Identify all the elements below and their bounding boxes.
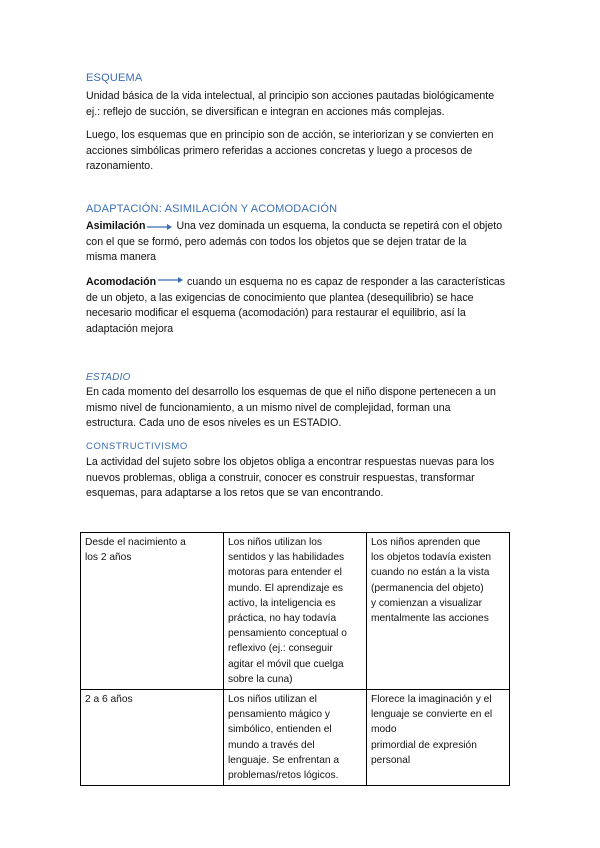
estadio-paragraph [86, 385, 518, 432]
text-line: razonamiento. [86, 160, 154, 173]
text-line [86, 219, 518, 235]
cell-text-line: personal [371, 754, 411, 766]
right-arrow-icon [146, 221, 174, 231]
right-arrow-icon [157, 277, 185, 287]
cell-text-line: Los niños utilizan los [228, 537, 323, 548]
cell-text-line: los objetos todavía existen [371, 552, 492, 564]
section-heading-estadio: ESTADIO [86, 372, 131, 383]
cell-text-line: y comienzan a visualizar [371, 597, 482, 609]
cell-text-line: Los niños aprenden que [371, 537, 481, 548]
text-line: acciones simbólicas primero referidas a acciones concretas y luego a procesos de [86, 144, 473, 157]
text-line: mismo nivel de funcionamiento, a un mismo nivel de complejidad, forman una [86, 401, 451, 414]
section-heading-adaptacion: ADAPTACIÓN: ASIMILACIÓN Y ACOMODACIÓN [86, 203, 338, 215]
cell-text-line: lenguaje se convierte en el [371, 709, 493, 721]
cell-text-line: mundo. El aprendizaje es [228, 582, 343, 594]
cell-text-line: mundo a través del [228, 739, 315, 751]
acomodacion-definition: cuando un esquema no es capaz de responder a las características [187, 276, 506, 288]
cell-text-line: modo [371, 724, 397, 736]
stages-table [80, 532, 510, 786]
cell-text-line: Desde el nacimiento a [85, 537, 186, 548]
cell-text-line: reflexivo (ej.: conseguir [228, 643, 333, 655]
cell-text-line: motoras para entender el [228, 567, 342, 579]
text-line: de un objeto, a las exigencias de conocimiento que plantea (desequilibrio) se hace [86, 291, 474, 304]
cell-text-line: sentidos y las habilidades [228, 552, 345, 564]
text-line: esquemas, para adaptarse a los retos que se van encontrando. [86, 487, 384, 500]
cell-text-line: Los niños utilizan el [228, 694, 317, 706]
text-line: En cada momento del desarrollo los esquemas de que el niño dispone pertenecen a un [86, 386, 496, 398]
section-heading-esquema: ESQUEMA [86, 72, 143, 84]
text-line: necesario modificar el esquema (acomodación) para restaurar el equilibrio, así la [86, 307, 466, 320]
text-line: adaptación mejora [86, 322, 174, 335]
text-line: ej.: reflejo de succión, se diversifican e integran en acciones más complejas. [86, 105, 445, 118]
text-line [86, 275, 518, 291]
cell-text-line: cuando no están a la vista [371, 567, 490, 579]
stages-table-body [81, 533, 510, 786]
cell-text-line: sobre la cuna) [228, 673, 293, 685]
table-cell [367, 690, 510, 786]
cell-text-line: práctica, no hay todavía [228, 613, 337, 625]
cell-text-line: 2 a 6 años [85, 694, 133, 706]
table-row [81, 690, 510, 786]
table-cell [224, 690, 367, 786]
cell-text-line: lenguaje. Se enfrentan a [228, 754, 340, 766]
cell-text-line: (permanencia del objeto) [371, 582, 484, 594]
asimilacion-definition: Una vez dominada un esquema, la conducta se repetirá con el objeto [176, 220, 503, 232]
text-line: nuevos problemas, obliga a construir, conocer es construir respuestas, transformar [86, 471, 475, 484]
text-line: misma manera [86, 251, 157, 264]
cell-text-line: activo, la inteligencia es [228, 597, 336, 609]
esquema-paragraph-2 [86, 128, 518, 175]
cell-text-line: primordial de expresión [371, 739, 477, 751]
asimilacion-term: Asimilación [86, 220, 146, 232]
cell-text-line: simbólico, entienden el [228, 724, 332, 736]
text-line: Unidad básica de la vida intelectual, al principio son acciones pautadas biológicamente [86, 90, 495, 102]
constructivismo-paragraph [86, 455, 518, 502]
table-cell [367, 533, 510, 690]
table-cell [81, 533, 224, 690]
text-line: con el que se formó, pero además con todos los objetos que se dejen tratar de la [86, 235, 467, 248]
section-heading-constructivismo: CONSTRUCTIVISMO [86, 441, 188, 452]
table-cell [81, 690, 224, 786]
table-cell [224, 533, 367, 690]
acomodacion-term: Acomodación [86, 276, 157, 288]
cell-text-line: pensamiento conceptual o [228, 628, 347, 640]
cell-text-line: mentalmente las acciones [371, 613, 489, 625]
table-row [81, 533, 510, 690]
asimilacion-paragraph [86, 219, 518, 266]
cell-text-line: los 2 años [85, 552, 132, 564]
cell-text-line: Florece la imaginación y el [371, 694, 492, 706]
cell-text-line: agitar el móvil que cuelga [228, 658, 344, 670]
esquema-paragraph-1 [86, 89, 518, 120]
cell-text-line: problemas/retos lógicos. [228, 770, 339, 782]
cell-text-line: pensamiento mágico y [228, 709, 330, 721]
text-line: estructura. Cada uno de esos niveles es un ESTADIO. [86, 417, 342, 430]
acomodacion-paragraph [86, 275, 518, 337]
text-line: La actividad del sujeto sobre los objetos obliga a encontrar respuestas nuevas para los [86, 456, 495, 468]
text-line: Luego, los esquemas que en principio son de acción, se interiorizan y se convierten en [86, 129, 494, 141]
